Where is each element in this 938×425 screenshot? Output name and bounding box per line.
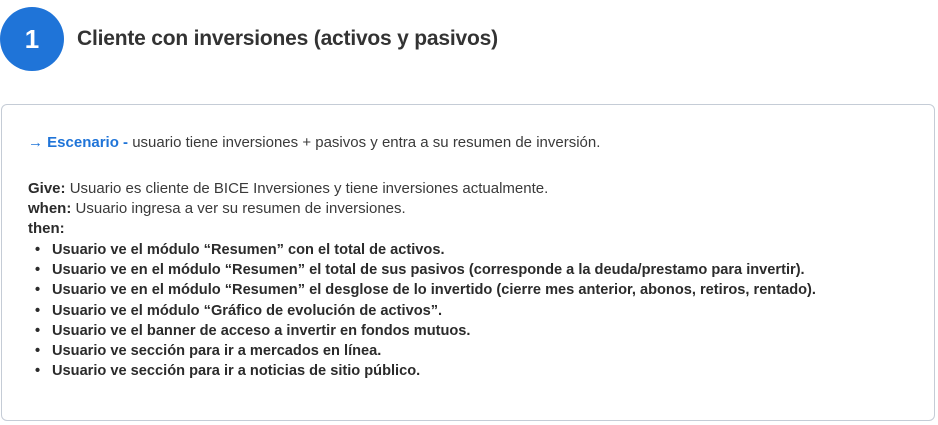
- bullet-icon: •: [35, 302, 41, 319]
- bullet-icon: •: [35, 322, 41, 339]
- bullet-icon: •: [35, 343, 41, 360]
- then-keyword: then:: [28, 220, 65, 237]
- bullet-icon: •: [35, 363, 41, 380]
- scenario-text: usuario tiene inversiones + pasivos y entra a su resumen de inversión.: [132, 134, 601, 151]
- list-item-text: Usuario ve en el módulo “Resumen” el total de sus pasivos (corresponde a la deuda/prestamo para invertir).: [52, 262, 805, 279]
- then-row: [28, 219, 816, 239]
- bullet-icon: •: [35, 242, 41, 258]
- list-item-text: Usuario ve sección para ir a noticias de sitio público.: [52, 363, 421, 380]
- list-item: [35, 240, 816, 260]
- scenario-card: [1, 104, 935, 421]
- when-row: [28, 199, 816, 219]
- list-item: [35, 260, 816, 280]
- list-item: [35, 321, 816, 341]
- when-keyword: when:: [28, 200, 72, 217]
- bullet-icon: •: [35, 282, 41, 299]
- scenario-label: Escenario -: [47, 134, 129, 151]
- acceptance-criteria: [28, 179, 816, 381]
- bullet-icon: •: [35, 262, 41, 279]
- list-item-text: Usuario ve sección para ir a mercados en línea.: [52, 343, 382, 360]
- given-keyword: Give:: [28, 180, 66, 197]
- step-title: Cliente con inversiones (activos y pasivos): [77, 27, 498, 50]
- given-row: [28, 179, 816, 199]
- scenario-arrow-icon: →: [28, 134, 43, 151]
- list-item: [35, 361, 816, 381]
- scenario-line: [28, 134, 600, 151]
- list-item-text: Usuario ve el banner de acceso a invertir en fondos mutuos.: [52, 322, 471, 339]
- list-item-text: Usuario ve en el módulo “Resumen” el desglose de lo invertido (cierre mes anterior, abonos, retiros, rentado).: [52, 282, 816, 299]
- list-item-text: Usuario ve el módulo “Resumen” con el total de activos.: [52, 242, 445, 258]
- then-list: [28, 240, 816, 381]
- list-item-text: Usuario ve el módulo “Gráfico de evolución de activos”.: [52, 302, 443, 319]
- step-number-badge: 1: [0, 7, 64, 71]
- list-item: [35, 280, 816, 300]
- when-text: Usuario ingresa a ver su resumen de inversiones.: [75, 200, 406, 217]
- given-text: Usuario es cliente de BICE Inversiones y tiene inversiones actualmente.: [69, 180, 549, 197]
- list-item: [35, 341, 816, 361]
- list-item: [35, 301, 816, 321]
